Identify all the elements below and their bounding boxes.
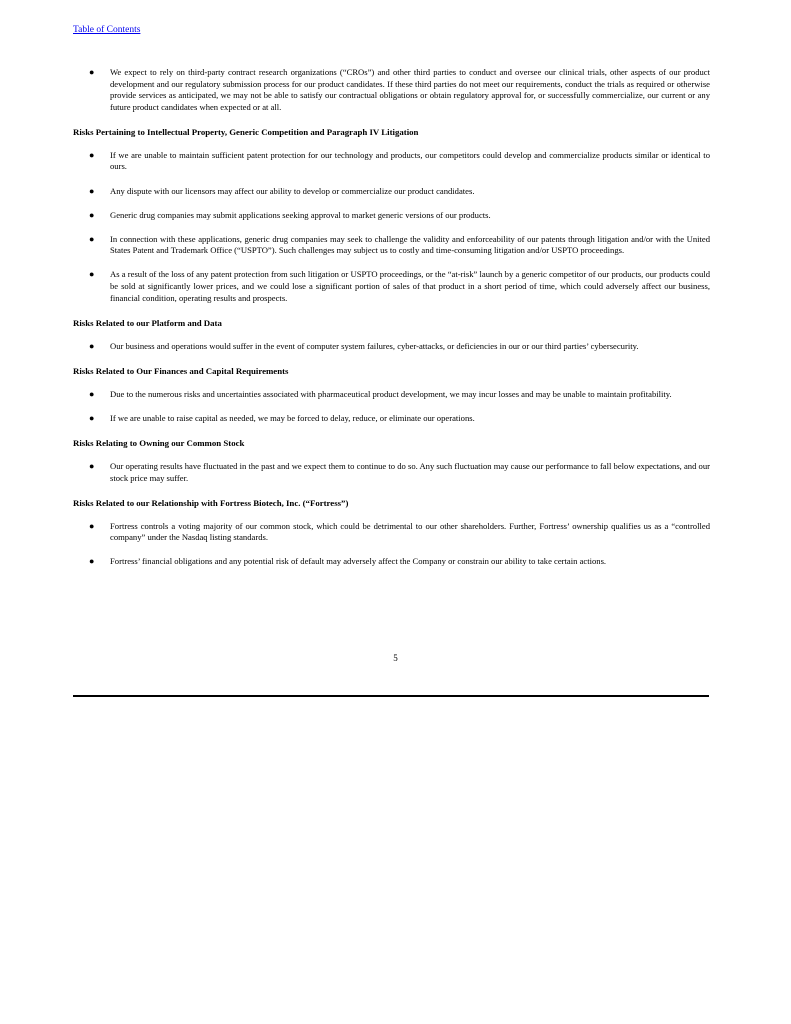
bullet-icon: ● (89, 149, 95, 160)
list-item (73, 269, 710, 304)
list-item (73, 210, 710, 222)
bullet-icon: ● (89, 185, 95, 196)
section-heading: Risks Relating to Owning our Common Stock (73, 438, 245, 448)
bullet-text: Generic drug companies may submit applications seeking approval to market generic versions of our products. (110, 209, 491, 220)
list-item (73, 234, 710, 257)
bullet-icon: ● (89, 233, 95, 244)
table-of-contents-link[interactable]: Table of Contents (73, 25, 141, 35)
section-heading: Risks Pertaining to Intellectual Property, Generic Competition and Paragraph IV Litigation (73, 126, 419, 137)
list-item (73, 556, 710, 568)
bullet-icon: ● (89, 412, 95, 423)
bullet-icon: ● (89, 269, 95, 280)
page-number: 5 (393, 653, 398, 663)
bullet-icon: ● (89, 520, 95, 531)
section-heading: Risks Related to our Relationship with Fortress Biotech, Inc. (“Fortress”) (73, 497, 349, 508)
section-heading: Risks Related to our Platform and Data (73, 317, 222, 328)
bullet-text: Our operating results have fluctuated in the past and we expect them to continue to do so. Any such fluctuation may cause our performance to fall below expectations, and our stock price may suffer. (110, 461, 710, 483)
section-heading: Risks Related to Our Finances and Capital Requirements (73, 365, 289, 376)
bullet-icon: ● (89, 461, 95, 471)
bullet-icon: ● (89, 209, 95, 220)
bullet-text: Our business and operations would suffer in the event of computer system failures, cyber-attacks, or deficiencies in our or our third parties’ cybersecurity. (110, 340, 639, 351)
list-item (73, 413, 710, 425)
bullet-icon: ● (89, 388, 95, 399)
list-item (73, 461, 710, 484)
list-item (73, 150, 710, 173)
bullet-text: In connection with these applications, generic drug companies may seek to challenge the validity and enforceability of our patents through litigation and/or with the United States Patent and Trademark Office (“USPTO”). Such challenges may subject us to costly and time-consuming litigation and/or USPTO proceedings. (110, 233, 710, 256)
list-item (73, 67, 710, 113)
bullet-icon: ● (89, 67, 95, 77)
bullet-text: Fortress controls a voting majority of our common stock, which could be detrimental to our other shareholders. Further, Fortress’ ownership qualifies us as a “controlled company” under the Nasdaq listing standards. (110, 520, 710, 543)
page-divider (73, 695, 709, 697)
bullet-text: Fortress’ financial obligations and any potential risk of default may adversely affect the Company or constrain our ability to take certain actions. (110, 556, 607, 567)
risk-summary-content (73, 67, 710, 580)
bullet-text: We expect to rely on third-party contract research organizations (“CROs”) and other third parties to conduct and oversee our clinical trials, other aspects of our product development and our regulatory submission process for our product candidates. If these third parties do not meet our requirements, conduct the trials as required or otherwise provide services as anticipated, we may not be able to satisfy our contractual obligations or obtain regulatory approval for, or successfully commercialize, our current or any future product candidates when expected or at all. (110, 67, 710, 112)
bullet-text: Due to the numerous risks and uncertainties associated with pharmaceutical product development, we may incur losses and may be unable to maintain profitability. (110, 388, 672, 399)
bullet-icon: ● (89, 556, 95, 567)
list-item (73, 186, 710, 198)
list-item (73, 521, 710, 544)
bullet-text: If we are unable to maintain sufficient patent protection for our technology and products, our competitors could develop and commercialize products similar or identical to ours. (110, 149, 710, 172)
list-item (73, 341, 710, 353)
bullet-icon: ● (89, 340, 95, 351)
list-item (73, 389, 710, 401)
bullet-text: Any dispute with our licensors may affect our ability to develop or commercialize our product candidates. (110, 185, 475, 196)
bullet-text: If we are unable to raise capital as needed, we may be forced to delay, reduce, or eliminate our operations. (110, 412, 475, 423)
bullet-text: As a result of the loss of any patent protection from such litigation or USPTO proceedings, or the “at-risk” launch by a generic competitor of our products, our products could be sold at significantly lower prices, and we could lose a significant portion of sales of that product in a short period of time, which could adversely affect our business, financial condition, operating results and prospects. (110, 269, 710, 303)
